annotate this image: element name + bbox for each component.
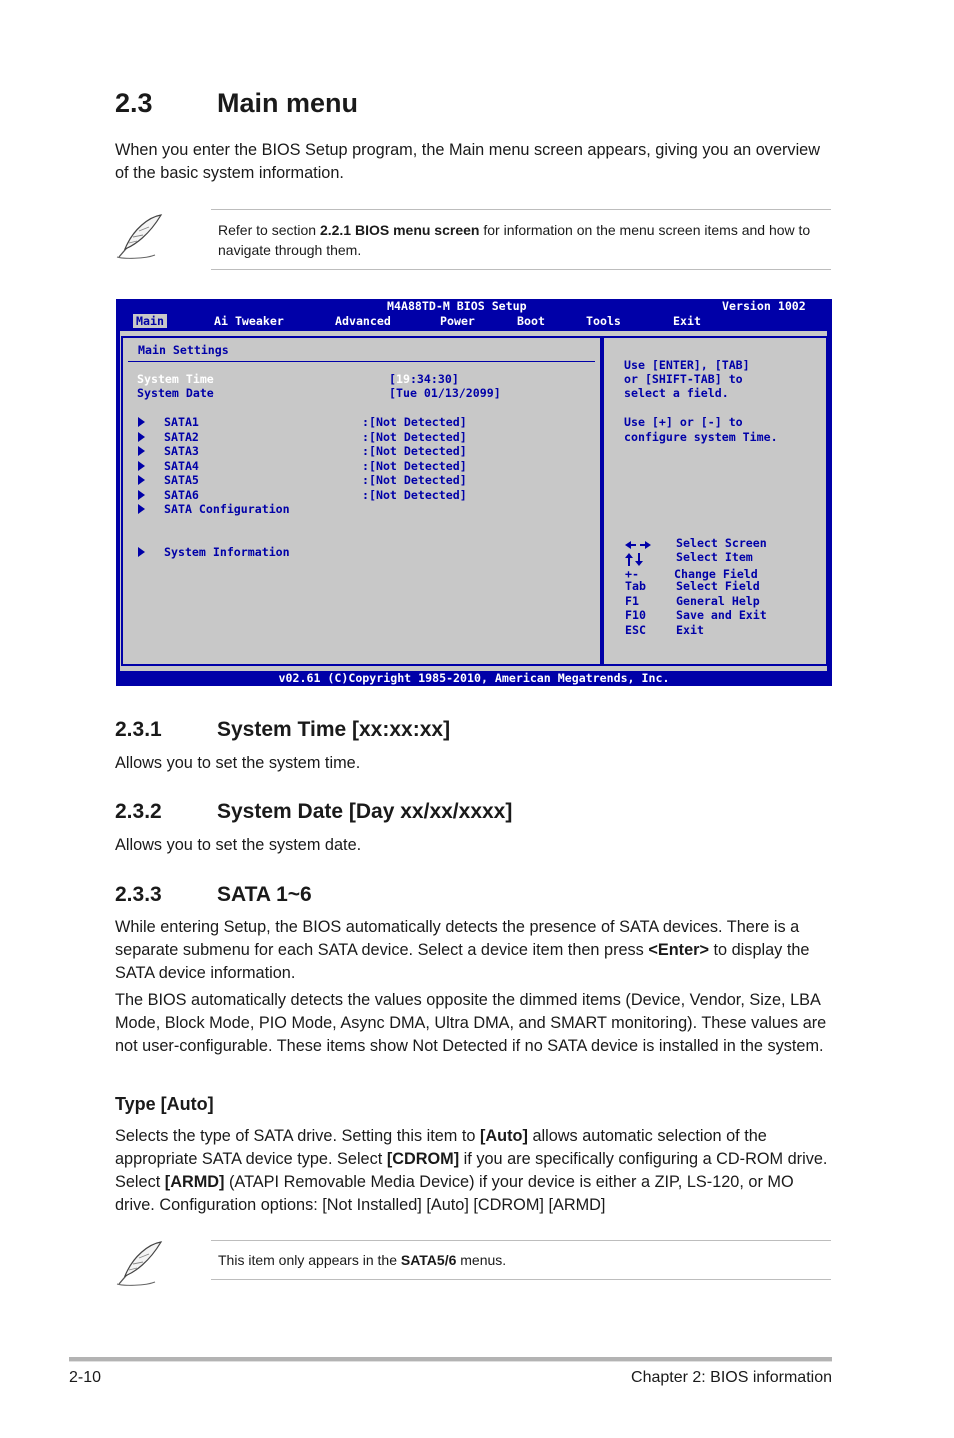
sata-item-label[interactable]: SATA2 bbox=[164, 429, 199, 444]
sata-configuration-item[interactable]: SATA Configuration bbox=[164, 502, 290, 516]
subsection-title: 2.3.3 SATA 1~6 bbox=[115, 883, 312, 906]
key-name: F1 bbox=[625, 594, 639, 608]
arrow-keys-icon bbox=[624, 540, 652, 568]
bios-screen bbox=[116, 299, 832, 686]
help-line: or [SHIFT-TAB] to bbox=[624, 372, 743, 386]
system-time-label[interactable]: System Time bbox=[137, 372, 214, 386]
tab-power[interactable]: Power bbox=[440, 314, 475, 328]
key-name: +- bbox=[625, 567, 639, 581]
subsection-body: Allows you to set the system time. bbox=[115, 754, 361, 772]
tab-main[interactable]: Main bbox=[133, 315, 167, 328]
key-desc: Select Screen bbox=[676, 536, 767, 550]
page-number: 2-10 bbox=[69, 1369, 102, 1386]
submenu-arrow-icon bbox=[138, 446, 145, 456]
help-line: Use [+] or [-] to bbox=[624, 415, 743, 429]
bios-title: M4A88TD-M BIOS Setup bbox=[387, 299, 527, 313]
submenu-arrow-icon bbox=[138, 461, 145, 471]
subsection-body: Allows you to set the system date. bbox=[115, 836, 362, 854]
bios-version: Version 1002 bbox=[722, 299, 806, 313]
tab-tools[interactable]: Tools bbox=[586, 314, 621, 328]
sata-item-value: :[Not Detected] bbox=[362, 429, 467, 444]
note-text: This item only appears in the SATA5/6 menus. bbox=[218, 1252, 507, 1268]
tab-ai-tweaker[interactable]: Ai Tweaker bbox=[214, 314, 284, 328]
sata-item-value: :[Not Detected] bbox=[362, 458, 467, 473]
key-desc: Select Item bbox=[676, 550, 753, 564]
system-date-label[interactable]: System Date bbox=[137, 386, 214, 400]
submenu-arrow-icon bbox=[138, 490, 145, 500]
type-heading: Type [Auto] bbox=[115, 1094, 214, 1114]
sata-item-label[interactable]: SATA4 bbox=[164, 458, 199, 473]
sata-item-label[interactable]: SATA1 bbox=[164, 415, 199, 429]
sata-item-label[interactable]: SATA6 bbox=[164, 487, 199, 502]
tab-boot[interactable]: Boot bbox=[517, 314, 545, 328]
section-number: 2.3 bbox=[115, 88, 153, 118]
bios-copyright: v02.61 (C)Copyright 1985-2010, American Megatrends, Inc. bbox=[116, 671, 832, 686]
section-title bbox=[115, 88, 358, 119]
sata-paragraph-2: The BIOS automatically detects the values opposite the dimmed items (Device, Vendor, Size, LBA Mode, Block Mode, PIO Mode, Async DMA, Ultra DMA, and SMART monitoring). These values are not user-configurable. These items show Not Detected if no SATA device is installed in the system. bbox=[115, 991, 827, 1055]
help-line: configure system Time. bbox=[624, 430, 778, 444]
submenu-arrow-icon bbox=[138, 475, 145, 485]
sata-item-value: :[Not Detected] bbox=[362, 473, 467, 487]
intro-paragraph: When you enter the BIOS Setup program, the Main menu screen appears, giving you an overview of the basic system information. bbox=[115, 141, 820, 182]
help-line: select a field. bbox=[624, 386, 729, 400]
tab-advanced[interactable]: Advanced bbox=[335, 314, 391, 328]
help-line: Use [ENTER], [TAB] bbox=[624, 358, 750, 372]
key-desc: General Help bbox=[676, 594, 760, 608]
submenu-arrow-icon bbox=[138, 417, 145, 427]
sata-item-label[interactable]: SATA3 bbox=[164, 444, 199, 458]
submenu-arrow-icon bbox=[138, 547, 145, 557]
key-name: ESC bbox=[625, 623, 646, 637]
footer-rule bbox=[69, 1357, 832, 1362]
feather-pen-icon bbox=[115, 211, 167, 261]
section-title-text: Main menu bbox=[217, 88, 359, 118]
submenu-arrow-icon bbox=[138, 432, 145, 442]
note-text: Refer to section 2.2.1 BIOS menu screen for information on the menu screen items and how to navigate through them. bbox=[218, 222, 811, 258]
key-desc: Exit bbox=[676, 623, 704, 637]
note-box bbox=[115, 209, 832, 271]
type-paragraph: Selects the type of SATA drive. Setting this item to [Auto] allows automatic selection of the appropriate SATA device type. Select [CDROM] if you are specifically configuring a CD-ROM drive. Select [ARMD] (ATAPI Removable Media Device) if your device is either a ZIP, LS-120, or MO drive. Configuration options: [Not Installed] [Auto] [CDROM] [ARMD] bbox=[115, 1127, 828, 1214]
tab-exit[interactable]: Exit bbox=[673, 314, 701, 328]
note-box bbox=[115, 1240, 832, 1282]
panel-divider bbox=[128, 361, 595, 362]
sata-item-label[interactable]: SATA5 bbox=[164, 473, 199, 487]
panel-title: Main Settings bbox=[138, 343, 229, 357]
system-time-value[interactable]: [19:34:30] bbox=[389, 372, 459, 386]
submenu-arrow-icon bbox=[138, 504, 145, 514]
sata-item-value: :[Not Detected] bbox=[362, 487, 467, 502]
system-date-value[interactable]: [Tue 01/13/2099] bbox=[389, 386, 501, 400]
sata-item-value: :[Not Detected] bbox=[362, 444, 467, 458]
subsection-title: 2.3.2 System Date [Day xx/xx/xxxx] bbox=[115, 800, 513, 823]
key-desc: Change Field bbox=[674, 567, 758, 581]
key-desc: Save and Exit bbox=[676, 608, 767, 622]
system-information-item[interactable]: System Information bbox=[164, 545, 290, 559]
chapter-label: Chapter 2: BIOS information bbox=[631, 1369, 832, 1386]
key-desc: Select Field bbox=[676, 579, 760, 593]
key-name: F10 bbox=[625, 608, 646, 622]
key-name: Tab bbox=[625, 579, 646, 593]
sata-paragraph-1: While entering Setup, the BIOS automatically detects the presence of SATA devices. There is a separate submenu for each SATA device. Select a device item then press <Enter> to display the SATA device information. bbox=[115, 918, 810, 982]
subsection-title: 2.3.1 System Time [xx:xx:xx] bbox=[115, 718, 451, 741]
feather-pen-icon bbox=[115, 1238, 167, 1288]
sata-item-value: :[Not Detected] bbox=[362, 415, 467, 429]
